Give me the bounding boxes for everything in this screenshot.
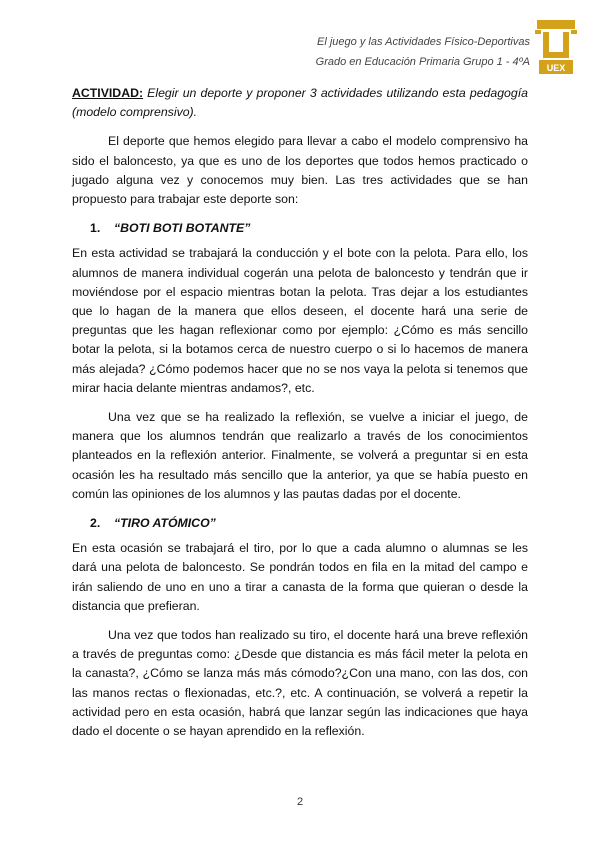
section-1-paragraph-1: En esta actividad se trabajará la conducción y el bote con la pelota. Para ello, los alumnos de manera individual cogerán una pelota de baloncesto y tendrán que ir moviéndose por el espacio mientras botan la pelota. Tras dejar a los estudiantes que lo hagan de la manera que ellos deseen, el docente hará una serie de preguntas que les hagan reflexionar como por ejemplo: ¿Cómo es más sencillo botar la pelota, si la botamos cerca de nuestro cuerpo o si lo hacemos de manera más alejada? ¿Cómo podemos hacer que no se nos vaya la pelota si tenemos que mirar hacia delante mientras andamos?, etc. [72,246,528,395]
page-number: 2 [296,796,304,808]
activity-label: ACTIVIDAD: [72,86,144,100]
section-number: 1. [90,221,101,236]
activity-statement [72,84,528,122]
section-title: “BOTI BOTI BOTANTE” [114,221,251,236]
uex-logo [535,18,577,76]
header-group: Grado en Educación Primaria Grupo 1 - 4ºA [315,56,530,68]
page-header [280,32,530,72]
header-course: El juego y las Actividades Físico-Deportivas [317,36,530,48]
section-2-paragraph-2: Una vez que todos han realizado su tiro, el docente hará una breve reflexión a través de preguntas como: ¿Desde que distancia es más fácil meter la pelota en la canasta?, ¿Cómo se lanza más más cómodo?¿Con una mano, con las dos, con las manos rectas o flexionadas, etc.?, etc. A continuación, se volverá a repetir la actividad pero en esta ocasión, habrá que lanzar según las indicaciones que haya dado el docente o se hayan aprendido en la reflexión. [72,628,528,739]
document-body [72,84,528,741]
section-2-paragraph-1: En esta ocasión se trabajará el tiro, por lo que a cada alumno o alumnas se les dará una pelota de baloncesto. Se pondrán todos en fila en la mitad del campo e irán saliendo de uno en uno a tirar a canasta de la forma que quieran o desde la distancia que prefieran. [72,541,528,613]
section-number: 2. [90,516,101,531]
section-1-paragraph-2: Una vez que se ha realizado la reflexión, se vuelve a iniciar el juego, de manera que los alumnos tendrán que realizarlo a través de los conocimientos planteados en la reflexión anterior. Finalmente, se volverá a preguntar si en esta ocasión les ha resultado más sencillo que la anterior, ya que se había puesto en común las opiniones de los alumnos y las pautas dadas por el docente. [72,410,528,501]
section-title: “TIRO ATÓMICO” [114,516,216,531]
section-heading-1 [90,219,528,238]
section-heading-2 [90,514,528,533]
activity-text: Elegir un deporte y proponer 3 actividades utilizando esta pedagogía (modelo comprensivo). [72,86,528,120]
logo-text: UEX [546,63,566,73]
intro-paragraph: El deporte que hemos elegido para llevar a cabo el modelo comprensivo ha sido el baloncesto, ya que es uno de los deportes que todos hemos practicado o jugado alguna vez y conocemos muy bien. Las tres actividades que se han propuesto para trabajar este deporte son: [72,134,528,207]
